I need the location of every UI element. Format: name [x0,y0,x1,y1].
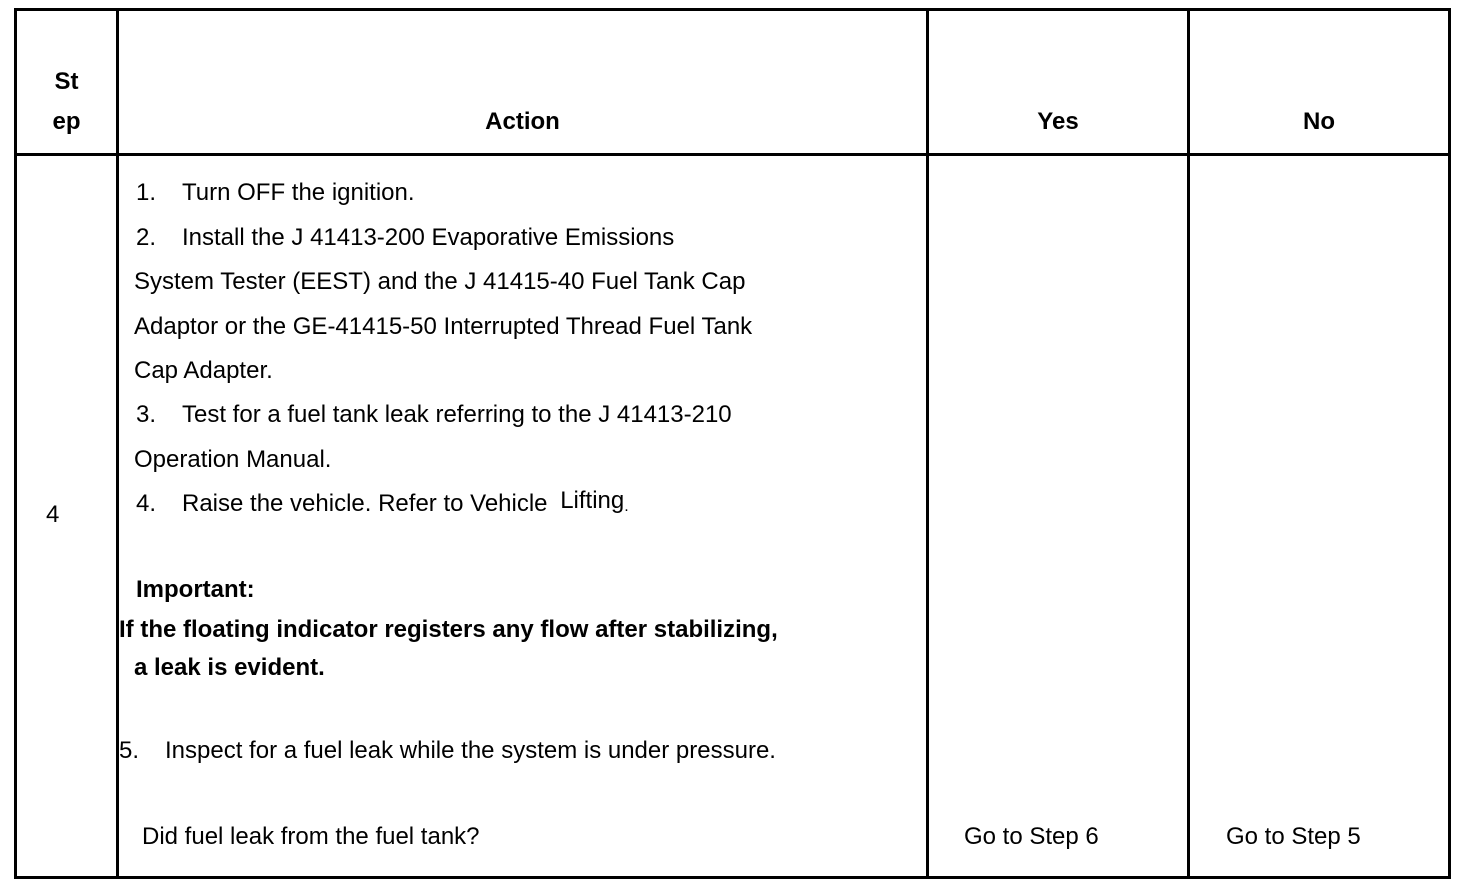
item-continuation: Adaptor or the GE-41415-50 Interrupted Thread Fuel Tank [134,313,753,340]
important-text-line2: a leak is evident. [134,654,325,681]
item-number: 2. [136,224,157,251]
important-label: Important: [136,576,255,603]
item-text: Inspect for a fuel leak while the system is under pressure. [165,737,776,764]
item-text: Turn OFF the ignition. [182,179,415,206]
important-text-line1: If the floating indicator registers any flow after stabilizing, [119,616,778,643]
header-no: No [1303,108,1335,135]
item-text: Install the J 41413-200 Evaporative Emissions [182,224,675,251]
no-result[interactable]: Go to Step 5 [1226,823,1361,850]
header-step-line1: St [54,68,79,95]
item-number: 1. [136,179,157,206]
list-item [136,489,629,522]
item-number: 5. [119,737,140,764]
list-item [136,400,732,430]
question-text: Did fuel leak from the fuel tank? [142,823,480,850]
item-number: 4. [136,490,157,517]
item-text: Raise the vehicle. Refer to Vehicle [182,490,548,517]
item-text: Test for a fuel tank leak referring to the J 41413-210 [182,401,732,428]
list-item [136,223,674,253]
step-number: 4 [46,501,60,528]
item-end: . [624,498,629,515]
item-continuation: Cap Adapter. [134,357,273,384]
header-divider [14,153,1451,156]
list-item [136,178,415,208]
header-yes: Yes [1037,108,1079,135]
item-number: 3. [136,401,157,428]
vehicle-lifting-link[interactable]: Lifting [560,487,625,514]
list-item [119,736,776,766]
item-continuation: System Tester (EEST) and the J 41415-40 Fuel Tank Cap [134,268,746,295]
header-action: Action [485,108,560,135]
header-step-line2: ep [52,108,81,135]
item-continuation: Operation Manual. [134,446,332,473]
yes-result[interactable]: Go to Step 6 [964,823,1099,850]
